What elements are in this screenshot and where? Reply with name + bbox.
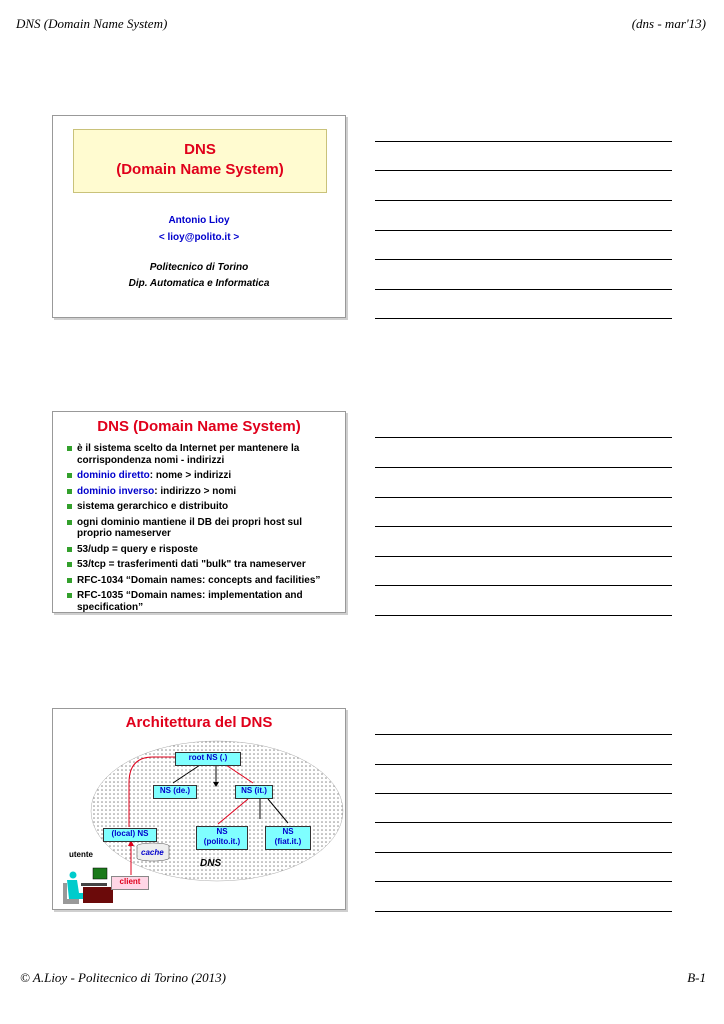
bullet-list bbox=[67, 443, 337, 617]
list-item: ogni dominio mantiene il DB dei propri host sul proprio nameserver bbox=[67, 517, 337, 540]
footer-left: © A.Lioy - Politecnico di Torino (2013) bbox=[20, 970, 226, 985]
list-item: dominio diretto: nome > indirizzi bbox=[67, 470, 337, 482]
user-label: utente bbox=[69, 850, 93, 859]
bullet-icon bbox=[67, 562, 72, 567]
list-item: 53/udp = query e risposte bbox=[67, 544, 337, 556]
note-line bbox=[375, 734, 672, 735]
node-root: root NS (.) bbox=[175, 752, 241, 766]
note-line bbox=[375, 200, 672, 201]
slide2-title: DNS (Domain Name System) bbox=[97, 418, 301, 435]
note-line bbox=[375, 497, 672, 498]
email[interactable]: < lioy@polito.it > bbox=[158, 232, 240, 243]
list-item: 53/tcp = trasferimenti dati "bulk" tra nameserver bbox=[67, 559, 337, 571]
note-line bbox=[375, 793, 672, 794]
note-line bbox=[375, 852, 672, 853]
dns-diagram bbox=[53, 709, 345, 909]
bullet-icon bbox=[67, 547, 72, 552]
note-line bbox=[375, 318, 672, 319]
dns-label: DNS bbox=[200, 858, 222, 869]
list-item: è il sistema scelto da Internet per mantenere la corrispondenza nomi - indirizzi bbox=[67, 443, 337, 466]
keyboard-icon bbox=[81, 883, 107, 886]
header-right: (dns - mar'13) bbox=[631, 16, 706, 31]
node-fiat: NS (fiat.it.) bbox=[265, 826, 311, 850]
note-line bbox=[375, 911, 672, 912]
bullet-icon bbox=[67, 473, 72, 478]
note-line bbox=[375, 437, 672, 438]
bullet-icon bbox=[67, 520, 72, 525]
footer-right: B-1 bbox=[687, 970, 706, 985]
slide3-title: Architettura del DNS bbox=[125, 714, 273, 731]
title-line1: DNS bbox=[184, 141, 216, 158]
note-line bbox=[375, 764, 672, 765]
note-line bbox=[375, 526, 672, 527]
list-item: dominio inverso: indirizzo > nomi bbox=[67, 486, 337, 498]
note-line bbox=[375, 556, 672, 557]
bullet-icon bbox=[67, 489, 72, 494]
note-line bbox=[375, 615, 672, 616]
bullet-icon bbox=[67, 446, 72, 451]
institution: Politecnico di Torino bbox=[149, 262, 249, 273]
note-line bbox=[375, 230, 672, 231]
cache-label: cache bbox=[141, 848, 164, 857]
person-head-icon bbox=[70, 872, 77, 879]
note-line bbox=[375, 141, 672, 142]
note-line bbox=[375, 259, 672, 260]
bullet-icon bbox=[67, 578, 72, 583]
node-polito: NS (polito.it.) bbox=[196, 826, 248, 850]
node-de: NS (de.) bbox=[153, 785, 197, 799]
person-body-icon bbox=[67, 880, 83, 899]
slide-title bbox=[52, 115, 346, 318]
bullet-icon bbox=[67, 504, 72, 509]
monitor-icon bbox=[93, 868, 107, 879]
note-line bbox=[375, 881, 672, 882]
department: Dip. Automatica e Informatica bbox=[128, 278, 270, 289]
title-box bbox=[73, 129, 327, 193]
node-client: client bbox=[111, 876, 149, 890]
desk-icon bbox=[83, 887, 113, 903]
list-item: RFC-1035 “Domain names: implementation and specification” bbox=[67, 590, 337, 613]
note-line bbox=[375, 467, 672, 468]
node-it: NS (it.) bbox=[235, 785, 273, 799]
node-local: (local) NS bbox=[103, 828, 157, 842]
author: Antonio Lioy bbox=[168, 215, 230, 226]
note-line bbox=[375, 289, 672, 290]
list-item: RFC-1034 “Domain names: concepts and facilities” bbox=[67, 575, 337, 587]
bullet-icon bbox=[67, 593, 72, 598]
note-line bbox=[375, 822, 672, 823]
note-line bbox=[375, 170, 672, 171]
slide-overview bbox=[52, 411, 346, 613]
list-item: sistema gerarchico e distribuito bbox=[67, 501, 337, 513]
title-line2: (Domain Name System) bbox=[116, 161, 284, 178]
note-line bbox=[375, 585, 672, 586]
header-left: DNS (Domain Name System) bbox=[16, 16, 168, 31]
slide-architecture bbox=[52, 708, 346, 910]
